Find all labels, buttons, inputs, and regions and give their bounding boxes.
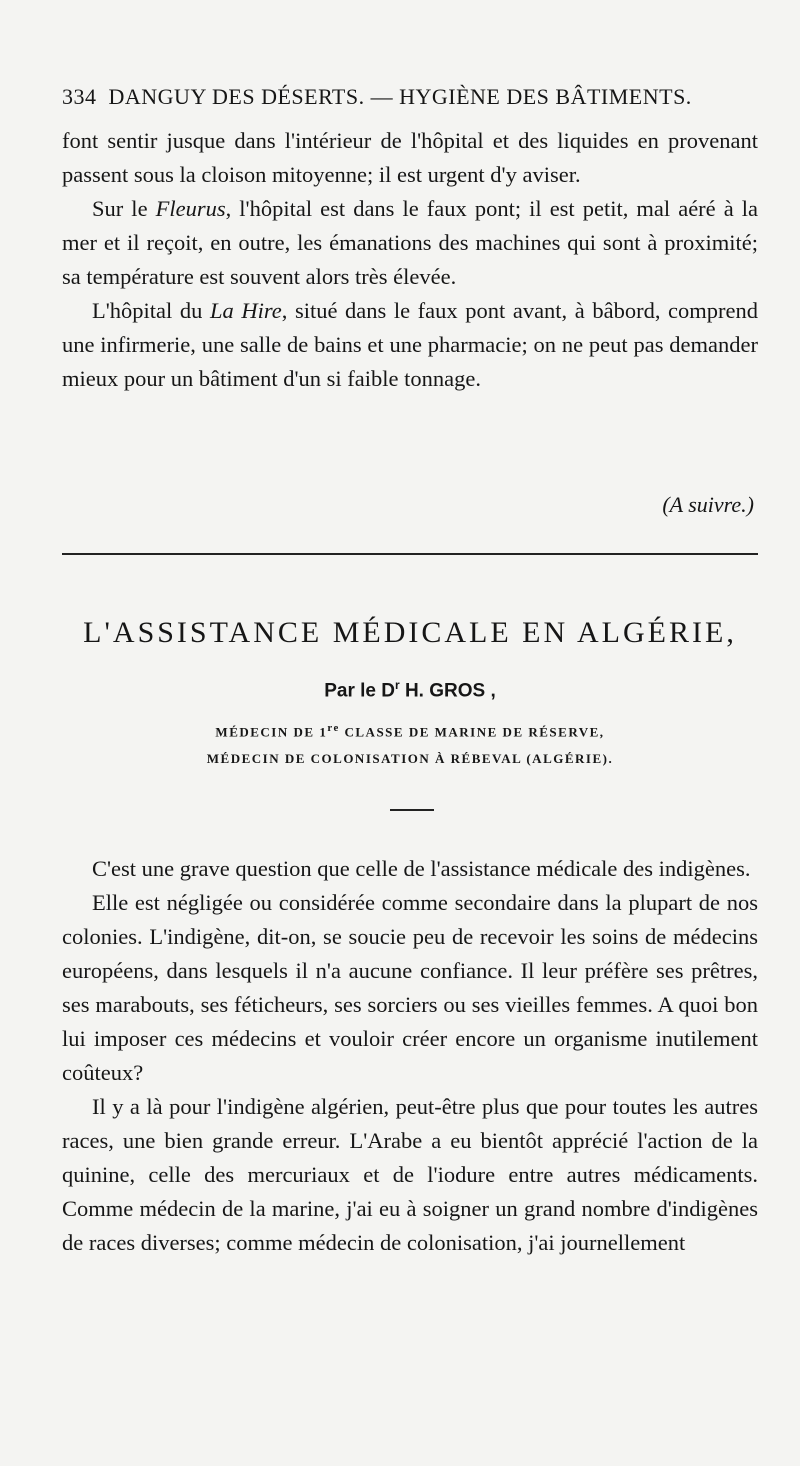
- section-divider: [62, 553, 758, 555]
- running-head: [62, 84, 758, 110]
- paragraph: C'est une grave question que celle de l'assistance médicale des indigènes.: [92, 856, 751, 881]
- paragraph: Il y a là pour l'indigène algérien, peut-être plus que pour toutes les autres races, une bien grande erreur. L'Arabe a eu bientôt apprécié l'action de la quinine, celle des mercuriaux et de l'iodure entre autres médicaments. Comme médecin de la marine, j'ai eu à soigner un grand nombre d'indigènes de races diverses; comme médecin de colonisation, j'ai journellement: [62, 1094, 758, 1255]
- author-affiliation: [62, 722, 758, 740]
- author-affiliation: MÉDECIN DE COLONISATION À RÉBEVAL (ALGÉRIE).: [206, 751, 614, 766]
- short-divider: [390, 809, 434, 811]
- book-page: [62, 0, 758, 1466]
- paragraph: font sentir jusque dans l'intérieur de l'hôpital et des liquides en provenant passent sous la cloison mitoyenne; il est urgent d'y aviser.: [62, 128, 758, 187]
- paragraph: [62, 294, 758, 396]
- affiliation-text: CLASSE DE MARINE DE RÉSERVE,: [339, 724, 605, 740]
- author-name: H. GROS ,: [399, 680, 496, 702]
- running-title: DANGUY DES DÉSERTS. — HYGIÈNE DES BÂTIMENTS.: [108, 84, 692, 109]
- paragraph: [62, 192, 758, 294]
- article-body: [62, 852, 758, 1260]
- ship-name: Fleurus: [155, 196, 226, 221]
- byline-prefix: Par le D: [324, 680, 395, 702]
- ship-name: La Hire: [209, 298, 282, 323]
- to-be-continued-note: (A suivre.): [662, 492, 754, 517]
- author-byline: [62, 678, 758, 702]
- byline-superscript: r: [395, 678, 400, 692]
- text-run: , situé dans le faux pont avant, à bâbord, comprend une infirmerie, une salle de bains et une pharmacie; on ne peut pas demander mieux pour un bâtiment d'un si faible tonnage.: [62, 298, 758, 391]
- text-run: L'hôpital du: [92, 298, 210, 323]
- text-run: , l'hôpital est dans le faux pont; il est petit, mal aéré à la mer et il reçoit, en outre, les émanations des machines qui sont à proximité; sa température est souvent alors très élevée.: [62, 196, 758, 289]
- affiliation-text: MÉDECIN DE 1: [215, 724, 328, 740]
- article-title: L'ASSISTANCE MÉDICALE EN ALGÉRIE,: [83, 616, 737, 649]
- previous-article-text: [62, 124, 758, 396]
- paragraph: Elle est négligée ou considérée comme secondaire dans la plupart de nos colonies. L'indigène, dit-on, se soucie peu de recevoir les soins de médecins européens, dans lesquels il n'a aucune confiance. Il leur préfère ses prêtres, ses marabouts, ses féticheurs, ses sorciers ou ses vieilles femmes. A quoi bon lui imposer ces médecins et vouloir créer encore un organisme inutilement coûteux?: [62, 890, 758, 1085]
- page-number: 334: [62, 84, 97, 109]
- affiliation-superscript: re: [327, 722, 340, 734]
- text-run: Sur le: [92, 196, 156, 221]
